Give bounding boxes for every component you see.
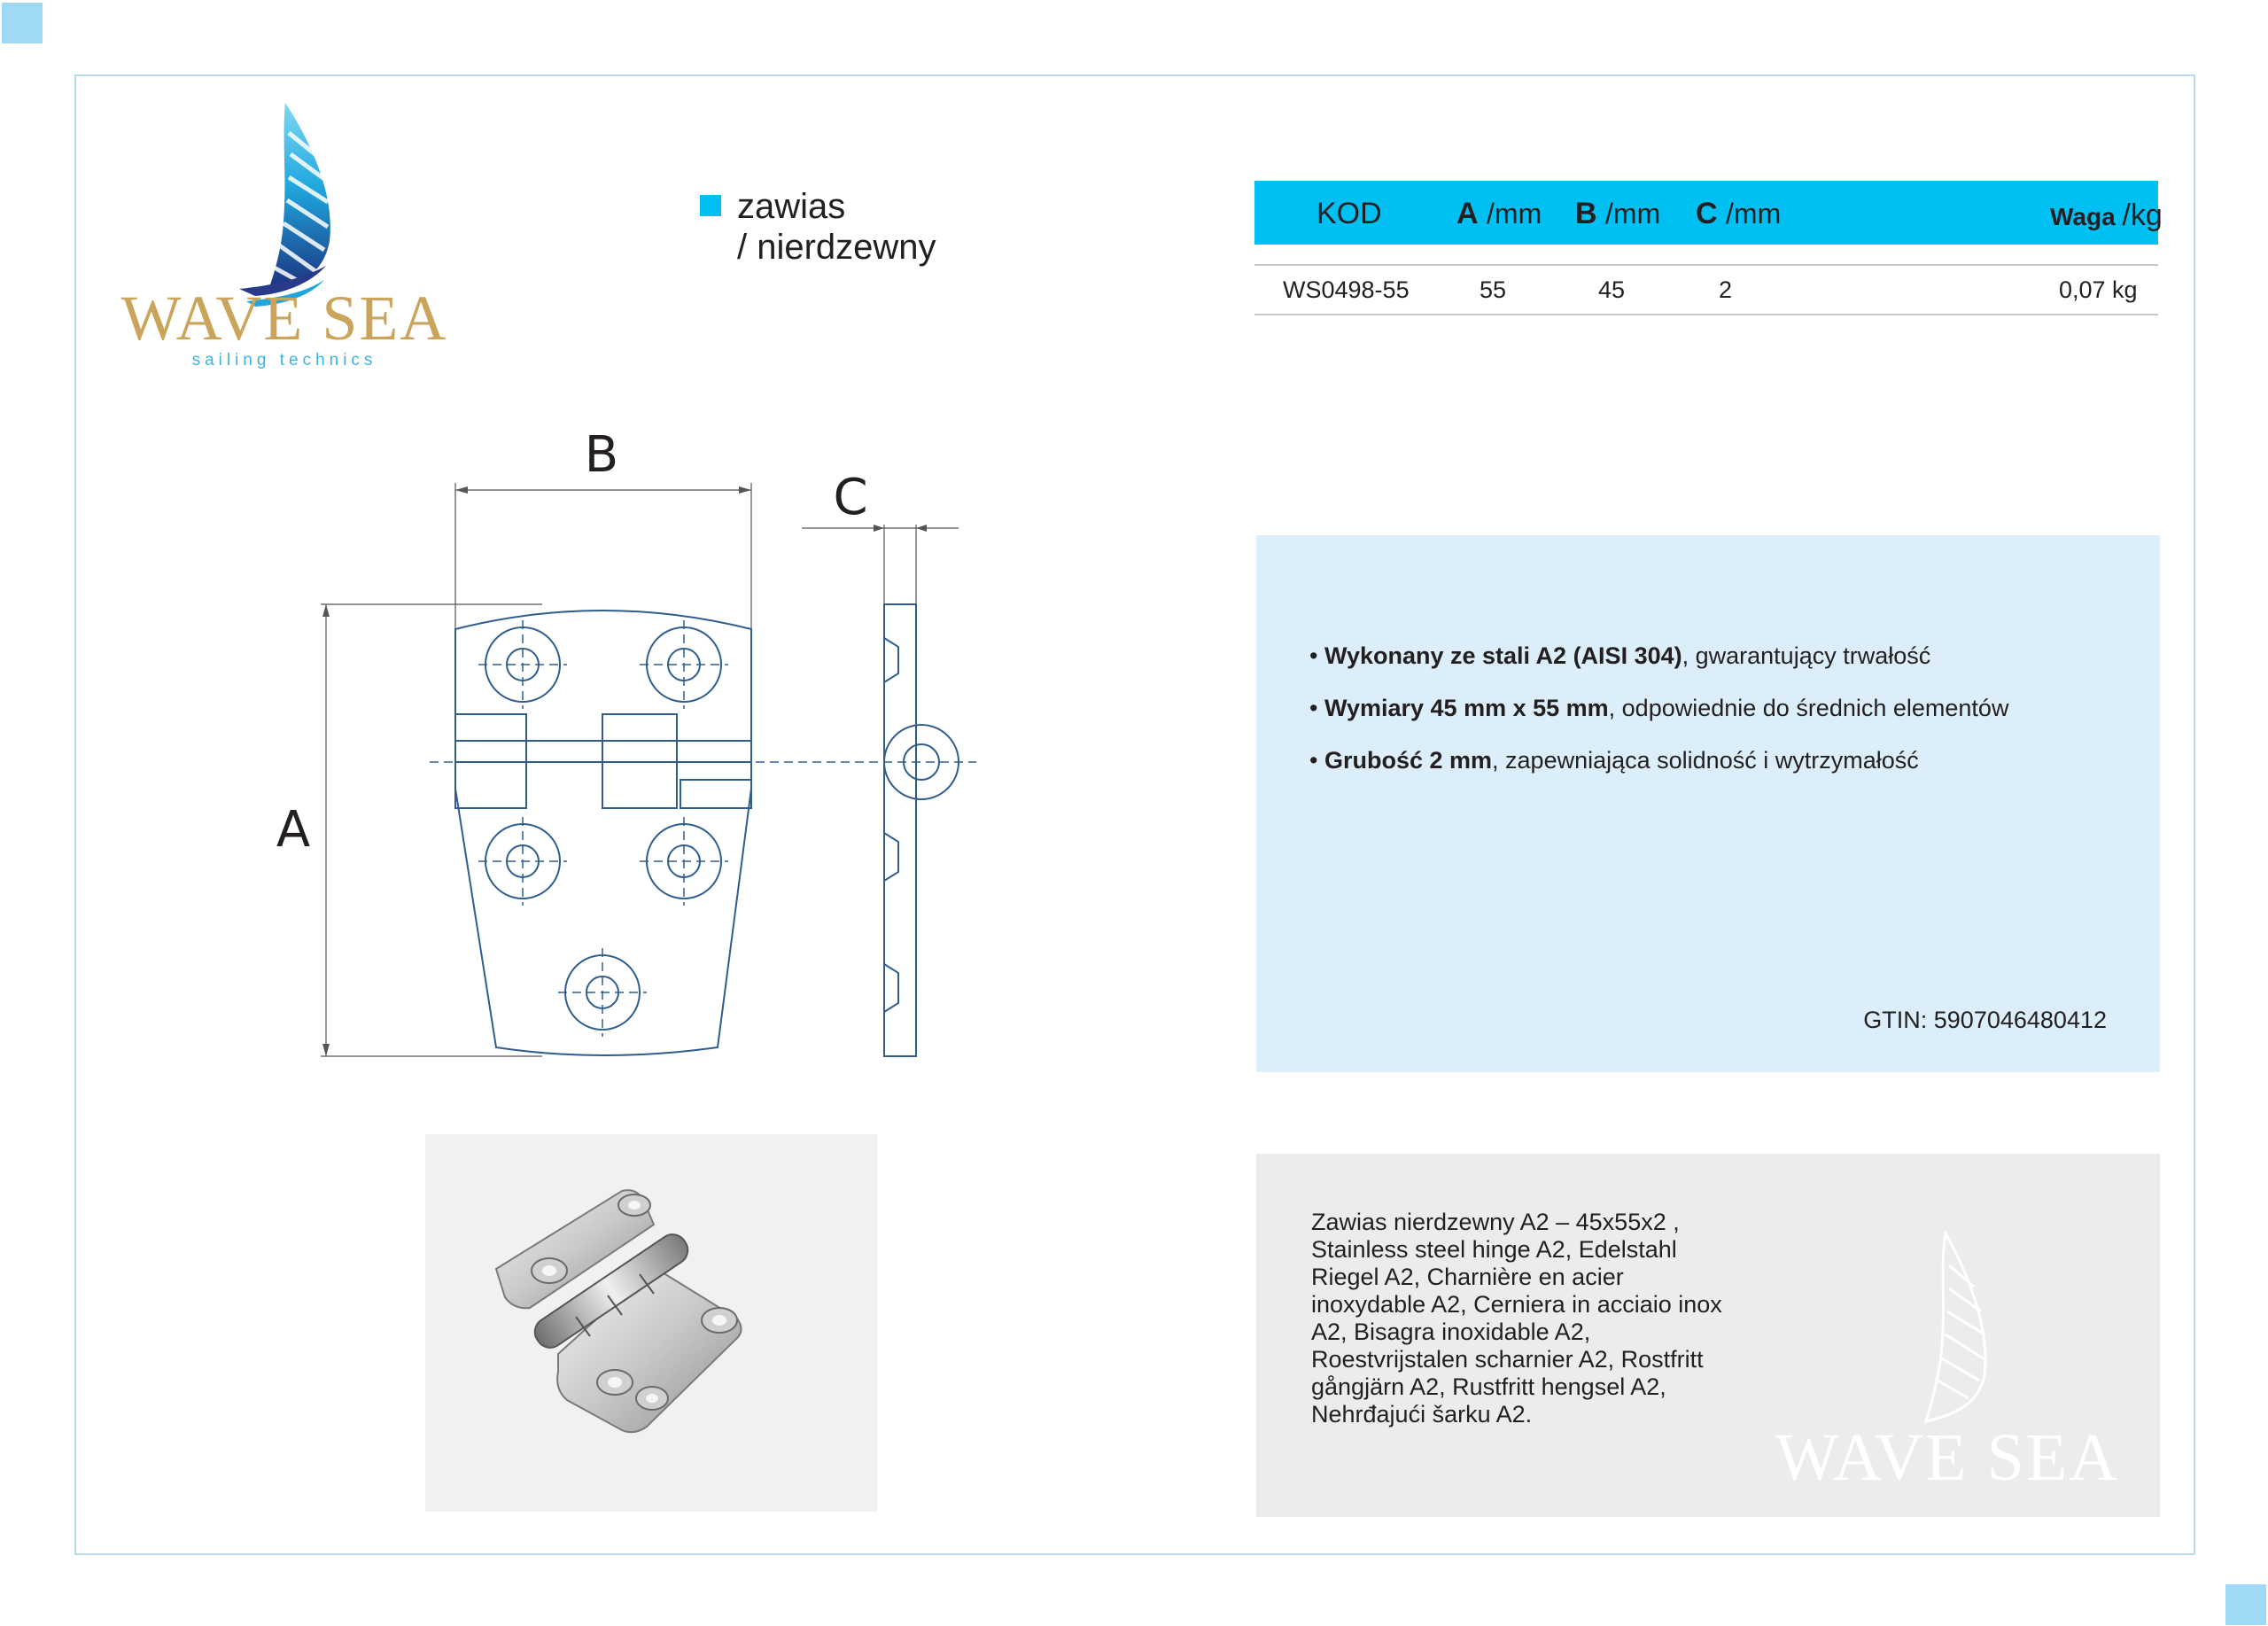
corner-marker-top-left [2, 3, 43, 43]
description-line: A2, Bisagra inoxidable A2, [1311, 1319, 1591, 1345]
title-square-bullet [700, 195, 721, 216]
hinge-technical-drawing [257, 416, 992, 1072]
header-weight: Waga /kg [2050, 198, 2163, 232]
features-list [1309, 642, 2008, 798]
side-profile [884, 604, 916, 1056]
features-panel [1256, 535, 2160, 1072]
cell-c: 2 [1719, 276, 1733, 303]
header-code: KOD [1317, 197, 1382, 230]
product-title-line1: zawias [737, 187, 846, 226]
table-row [1254, 264, 2158, 315]
product-photo [425, 1134, 877, 1512]
cell-weight: 0,07 kg [2059, 276, 2138, 303]
corner-marker-bottom-right [2225, 1584, 2266, 1625]
brand-name: WAVE SEA [120, 283, 448, 354]
description-line: Zawias nierdzewny A2 – 45x55x2 , [1311, 1209, 1680, 1235]
spec-table-header [1254, 181, 2163, 245]
description-line: gångjärn A2, Rustfritt hengsel A2, [1311, 1373, 1666, 1400]
description-line: Roestvrijstalen scharnier A2, Rostfritt [1311, 1346, 1704, 1373]
description-line: inoxydable A2, Cerniera in acciaio inox [1311, 1291, 1722, 1318]
description-line: Riegel A2, Charnière en acier [1311, 1264, 1624, 1290]
description-panel [1256, 1154, 2160, 1517]
cell-b: 45 [1598, 276, 1626, 303]
list-item: • Wykonany ze stali A2 (AISI 304), gwarantujący trwałość [1309, 642, 1931, 669]
product-title-line2: / nierdzewny [737, 228, 936, 267]
multilingual-description [1311, 1209, 1754, 1428]
header-c: C /mm [1696, 197, 1782, 230]
spec-table [1254, 181, 2163, 303]
list-item: • Wymiary 45 mm x 55 mm, odpowiednie do średnich elementów [1309, 695, 2009, 721]
gtin-code: GTIN: 5907046480412 [1863, 1007, 2107, 1033]
description-line: Stainless steel hinge A2, Edelstahl [1311, 1236, 1677, 1263]
description-line: Nehrđajući šarku A2. [1311, 1401, 1533, 1428]
dim-label-b: B [584, 426, 619, 484]
watermark-brand-name: WAVE SEA [1775, 1420, 2120, 1495]
dim-label-c: C [833, 469, 868, 526]
dim-label-a: A [276, 801, 311, 859]
knuckle-3 [680, 780, 751, 808]
cell-code: WS0498-55 [1283, 276, 1410, 303]
header-b: B /mm [1575, 197, 1661, 230]
cell-a: 55 [1480, 276, 1507, 303]
header-a: A /mm [1456, 197, 1542, 230]
brand-tagline: sailing technics [191, 351, 377, 370]
list-item: • Grubość 2 mm, zapewniająca solidność i wytrzymałość [1309, 747, 1919, 774]
